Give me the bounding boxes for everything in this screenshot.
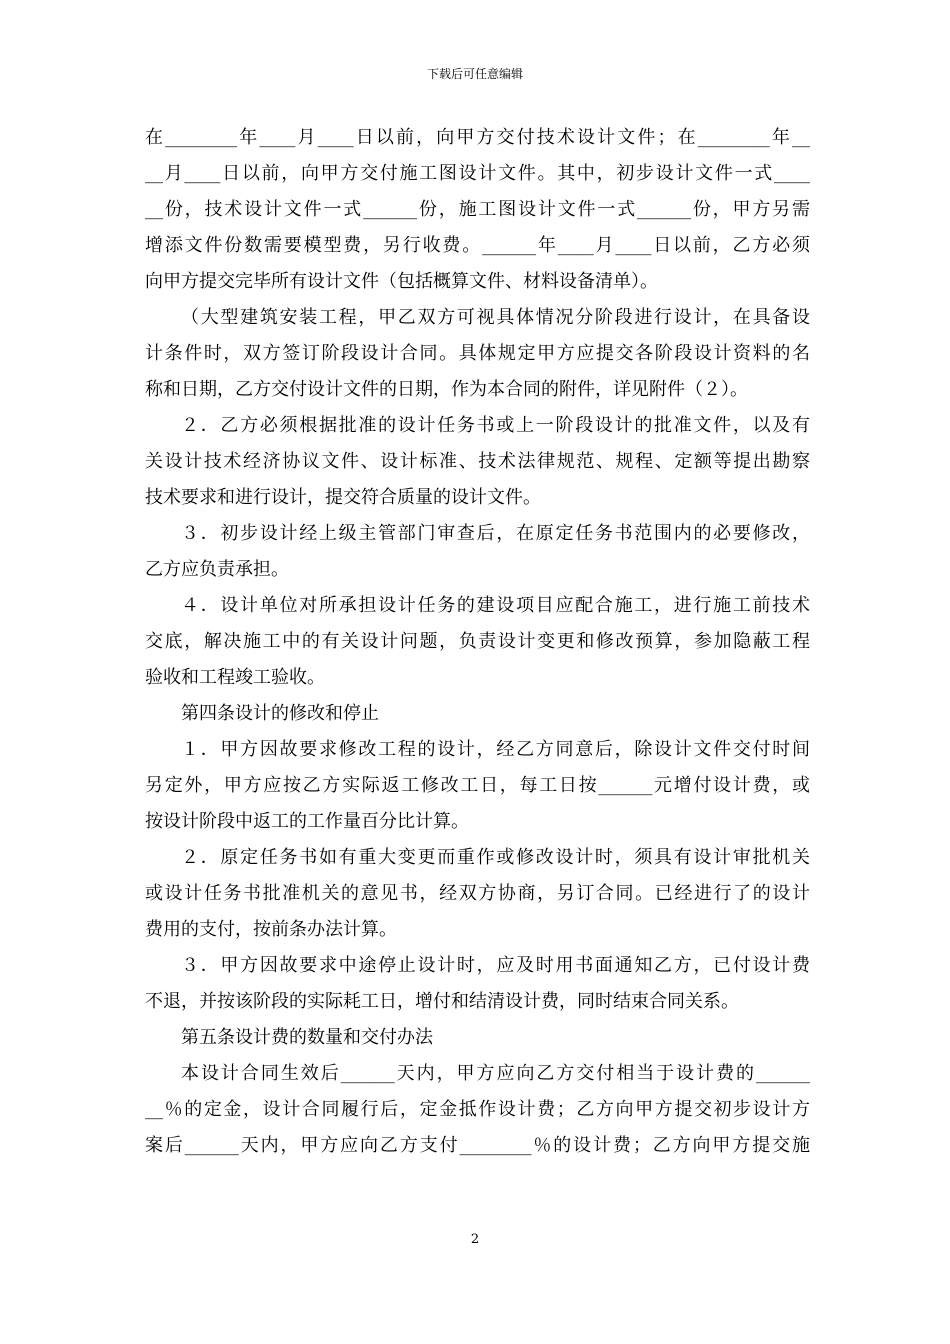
text-line: 或设计任务书批准机关的意见书，经双方协商，另订合同。已经进行了的设计 — [145, 883, 810, 904]
page-header-note: 下载后可任意编辑 — [426, 67, 523, 81]
text-line: 增添文件份数需要模型费，另行收费。______年____月____日以前，乙方必须 — [145, 235, 810, 256]
text-line: ４．设计单位对所承担设计任务的建设项目应配合施工，进行施工前技术 — [181, 595, 810, 616]
text-line: 在________年____月____日以前，向甲方交付技术设计文件；在________年__ — [145, 127, 810, 148]
text-line: 关设计技术经济协议文件、设计标准、技术法律规范、规程、定额等提出勘察 — [145, 451, 810, 472]
text-line: __份，技术设计文件一式______份，施工图设计文件一式______份，甲方另需 — [145, 199, 810, 220]
text-line: 称和日期，乙方交付设计文件的日期，作为本合同的附件，详见附件（２）。 — [145, 379, 748, 400]
text-line: ３．初步设计经上级主管部门审查后，在原定任务书范围内的必要修改， — [181, 523, 810, 544]
text-line: 计条件时，双方签订阶段设计合同。具体规定甲方应提交各阶段设计资料的名 — [145, 343, 810, 364]
section-heading: 第五条设计费的数量和交付办法 — [181, 1027, 433, 1048]
text-line: 不退，并按该阶段的实际耗工日，增付和结清设计费，同时结束合同关系。 — [145, 991, 739, 1012]
text-line: （大型建筑安装工程，甲乙双方可视具体情况分阶段进行设计，在具备设 — [181, 307, 810, 328]
text-line: __％的定金，设计合同履行后，定金抵作设计费；乙方向甲方提交初步设计方 — [145, 1099, 810, 1120]
page-number: 2 — [470, 1232, 480, 1247]
text-line: 验收和工程竣工验收。 — [145, 667, 325, 688]
text-line: １．甲方因故要求修改工程的设计，经乙方同意后，除设计文件交付时间 — [181, 739, 810, 760]
section-heading: 第四条设计的修改和停止 — [181, 703, 379, 724]
document-body — [145, 120, 810, 1164]
text-line: 本设计合同生效后______天内，甲方应向乙方交付相当于设计费的______ — [181, 1063, 810, 1084]
text-line: 交底，解决施工中的有关设计问题，负责设计变更和修改预算，参加隐蔽工程 — [145, 631, 810, 652]
text-line: 向甲方提交完毕所有设计文件（包括概算文件、材料设备清单）。 — [145, 271, 658, 292]
text-line: ２．乙方必须根据批准的设计任务书或上一阶段设计的批准文件，以及有 — [181, 415, 810, 436]
text-line: ２．原定任务书如有重大变更而重作或修改设计时，须具有设计审批机关 — [181, 847, 810, 868]
text-line: 技术要求和进行设计，提交符合质量的设计文件。 — [145, 487, 541, 508]
text-line: 按设计阶段中返工的工作量百分比计算。 — [145, 811, 469, 832]
text-line: 另定外，甲方应按乙方实际返工修改工日，每工日按______元增付设计费，或 — [145, 775, 810, 796]
text-line: 乙方应负责承担。 — [145, 559, 289, 580]
text-line: ３．甲方因故要求中途停止设计时，应及时用书面通知乙方，已付设计费 — [181, 955, 810, 976]
text-line: __月____日以前，向甲方交付施工图设计文件。其中，初步设计文件一式____ — [145, 163, 810, 184]
text-line: 费用的支付，按前条办法计算。 — [145, 919, 397, 940]
text-line: 案后______天内，甲方应向乙方支付________％的设计费；乙方向甲方提交施 — [145, 1135, 810, 1156]
